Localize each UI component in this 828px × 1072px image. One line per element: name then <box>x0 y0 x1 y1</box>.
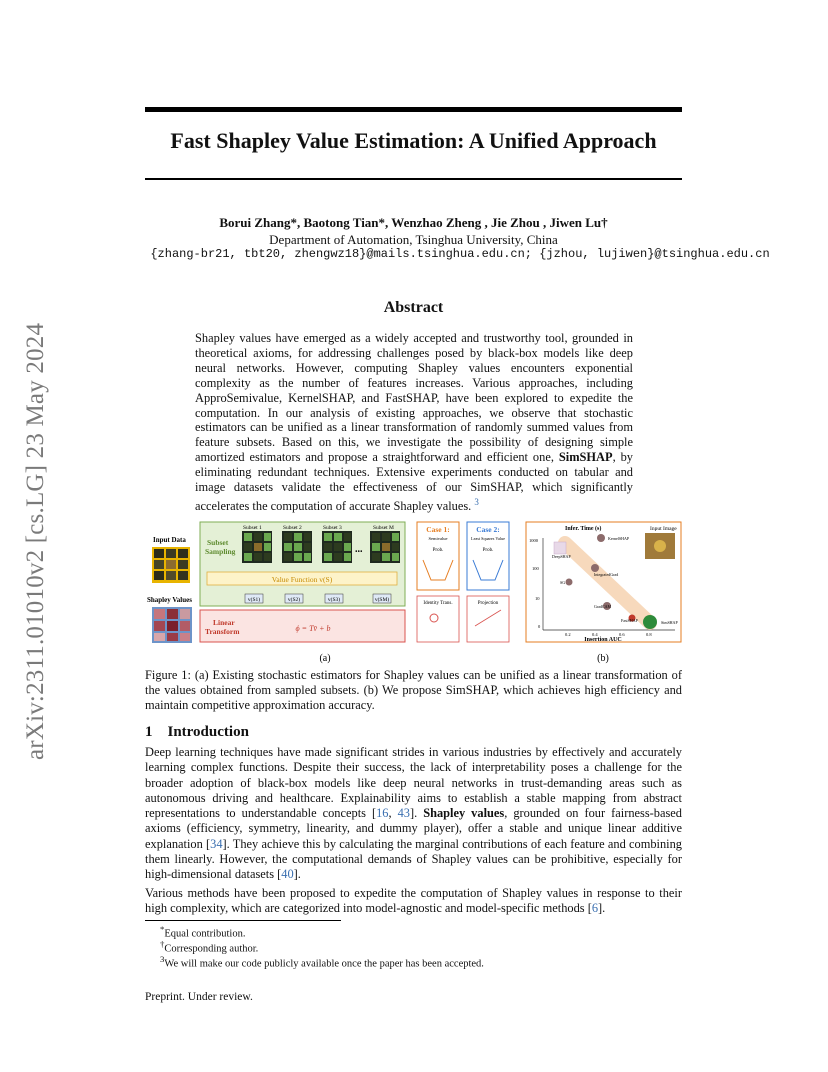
citation-link[interactable]: 6 <box>591 901 599 916</box>
projection-label: Projection <box>477 601 499 606</box>
simshap-label: SimSHAP <box>661 620 678 625</box>
case-1-title: Case 1: <box>426 525 450 534</box>
sg-point <box>566 579 573 586</box>
integratedgrad-label: IntegratedGrad <box>594 572 619 577</box>
deepshap-label: DeepSHAP <box>552 554 571 559</box>
kernelshap-point <box>597 534 605 542</box>
input-image-label: Input Image <box>650 526 677 532</box>
x-tick-0.4: 0.4 <box>592 632 598 637</box>
simshap-point <box>643 615 657 629</box>
subset-ellipsis: ... <box>355 544 363 555</box>
gradcam-label: GradCAM <box>594 604 612 609</box>
citation-link[interactable]: 34 <box>210 836 223 851</box>
y-tick-1000: 1000 <box>529 538 538 543</box>
panel-b-y-title: Infer. Time (s) <box>565 526 602 532</box>
x-tick-0.2: 0.2 <box>565 632 571 637</box>
x-tick-0.6: 0.6 <box>619 632 625 637</box>
sg-label: SG <box>560 580 566 585</box>
y-tick-0: 0 <box>538 624 541 629</box>
section-heading: 1 Introduction <box>145 724 249 740</box>
v-s2: v(S2) <box>287 597 301 603</box>
subset-3-label: Subset 3 <box>323 525 342 531</box>
case-1-subtitle: Semivalue <box>428 536 448 541</box>
input-image-grid <box>152 547 190 583</box>
citation-link[interactable]: 43 <box>397 806 410 821</box>
simshap-bold: SimSHAP <box>558 450 613 465</box>
citation-link[interactable]: 16 <box>376 806 389 821</box>
v-s3: v(S3) <box>327 597 341 603</box>
abstract-body: Shapley values have emerged as a widely accepted and trustworthy tool, grounded in theoretical axioms, for addressing challenges posed by black-box models like deep neural networks. However, computing Shapley values encounters exponential complexity as the number of features increases. Various approaches, including ApproSemivalue, KernelSHAP, and FastSHAP, have been explored to expedite the computation. In our analysis of existing approaches, we observe that stochastic estimators can be unified as a linear transformation of randomly summed values from feature subsets. Based on this, we investigate the possibility of designing simple amortized estimators and propose a straightforward and efficient one, SimSHAP, by eliminating redundant techniques. Extensive experiments conducted on tabular and image datasets validate the effectiveness of our SimSHAP, which significantly accelerates the computation of accurate Shapley values. $^3$ <box>195 331 633 514</box>
case-1-prob: Prob. <box>432 548 444 553</box>
footnote-1: *Equal contribution. <box>160 924 246 940</box>
affiliation: Department of Automation, Tsinghua University, China <box>269 232 558 247</box>
shapley-values-label: Shapley Values <box>147 596 192 604</box>
y-tick-100: 100 <box>532 566 539 571</box>
transform-equation: ϕ = Tv̄ + b <box>295 624 331 633</box>
footnote-3: $^3$We will make our code publicly available once the paper has been accepted. <box>160 954 484 970</box>
fastshap-label: FastSHAP <box>621 618 638 623</box>
input-data-label: Input Data <box>153 536 186 544</box>
subset-m-label: Subset M <box>373 525 394 531</box>
kernelshap-label: KernelSHAP <box>608 536 630 541</box>
case-2-prob: Prob. <box>482 548 494 553</box>
footnote-rule <box>145 920 341 921</box>
figure-caption: Figure 1: (a) Existing stochastic estimators for Shapley values can be unified as a linear transformation of the values obtained from sampled subsets. (b) We propose SimSHAP, which achieves high efficiency and maintain competitive approximation accuracy. <box>145 668 682 712</box>
value-function-label: Value Function v(S) <box>271 575 333 584</box>
x-tick-0.8: 0.8 <box>646 632 652 637</box>
arxiv-identifier: arXiv:2311.01010v2 [cs.LG] 23 May 2024 <box>22 322 49 760</box>
subset-2-label: Subset 2 <box>283 525 302 531</box>
v-s1: v(S1) <box>247 597 261 603</box>
deepshap-thumb <box>554 542 566 554</box>
panel-b-label: (b) <box>597 653 609 664</box>
intro-paragraph-2: Various methods have been proposed to expedite the computation of Shapley values in response to their high complexity, which are categorized into model-agnostic and model-specific methods [6]. <box>145 886 682 916</box>
title-rule <box>145 178 682 180</box>
v-sm: v(SM) <box>374 597 390 603</box>
integratedgrad-point <box>591 564 599 572</box>
preprint-note: Preprint. Under review. <box>145 991 253 1003</box>
citation-link[interactable]: 40 <box>281 867 294 882</box>
y-tick-10: 10 <box>535 596 540 601</box>
top-rule-thick <box>145 107 682 112</box>
linear-transform-label: Linear Transform <box>205 618 240 636</box>
intro-paragraph-1: Deep learning techniques have made significant strides in various industries by effectively and accurately learning complex functions. Despite their success, the lack of interpretability poses a challenge for the broader adoption of black-box models like deep neural networks in trust-demanding areas such as autonomous driving and healthcare. Explainability aims to establish a stable mapping from abstract representations to understandable concepts [16, 43]. Shapley values, grounded on four fairness-based axioms (efficiency, symmetry, linearity, and dummy player), offer a stable and unique linear additive explanation [34]. They achieve this by calculating the marginal contributions of each feature and combining them linearly. However, the computational demands of Shapley values can be prohibitive, especially for high-dimensional datasets [40]. <box>145 745 682 882</box>
identity-label: Identity Trans. <box>423 601 453 606</box>
bird-icon <box>654 540 666 552</box>
author-list: Borui Zhang*, Baotong Tian*, Wenzhao Zheng , Jie Zhou , Jiwen Lu† <box>219 215 608 230</box>
panel-a-label: (a) <box>319 653 331 664</box>
case-2-title: Case 2: <box>476 525 500 534</box>
footnote-link[interactable]: 3 <box>474 496 479 507</box>
panel-b-x-title: Insertion AUC <box>584 637 622 643</box>
figure-1 <box>145 518 685 666</box>
author-emails: {zhang-br21, tbt20, zhengwz18}@mails.tsinghua.edu.cn; {jzhou, lujiwen}@tsinghua.edu.cn <box>150 247 770 261</box>
subset-1-label: Subset 1 <box>243 525 262 531</box>
footnote-2: †Corresponding author. <box>160 939 259 955</box>
shapley-heatmap <box>152 607 192 643</box>
abstract-heading: Abstract <box>383 299 444 316</box>
subset-sampling-label: Subset Sampling <box>205 538 236 556</box>
paper-title: Fast Shapley Value Estimation: A Unified Approach <box>170 128 657 153</box>
case-2-subtitle: Least Squares Value <box>471 536 505 541</box>
